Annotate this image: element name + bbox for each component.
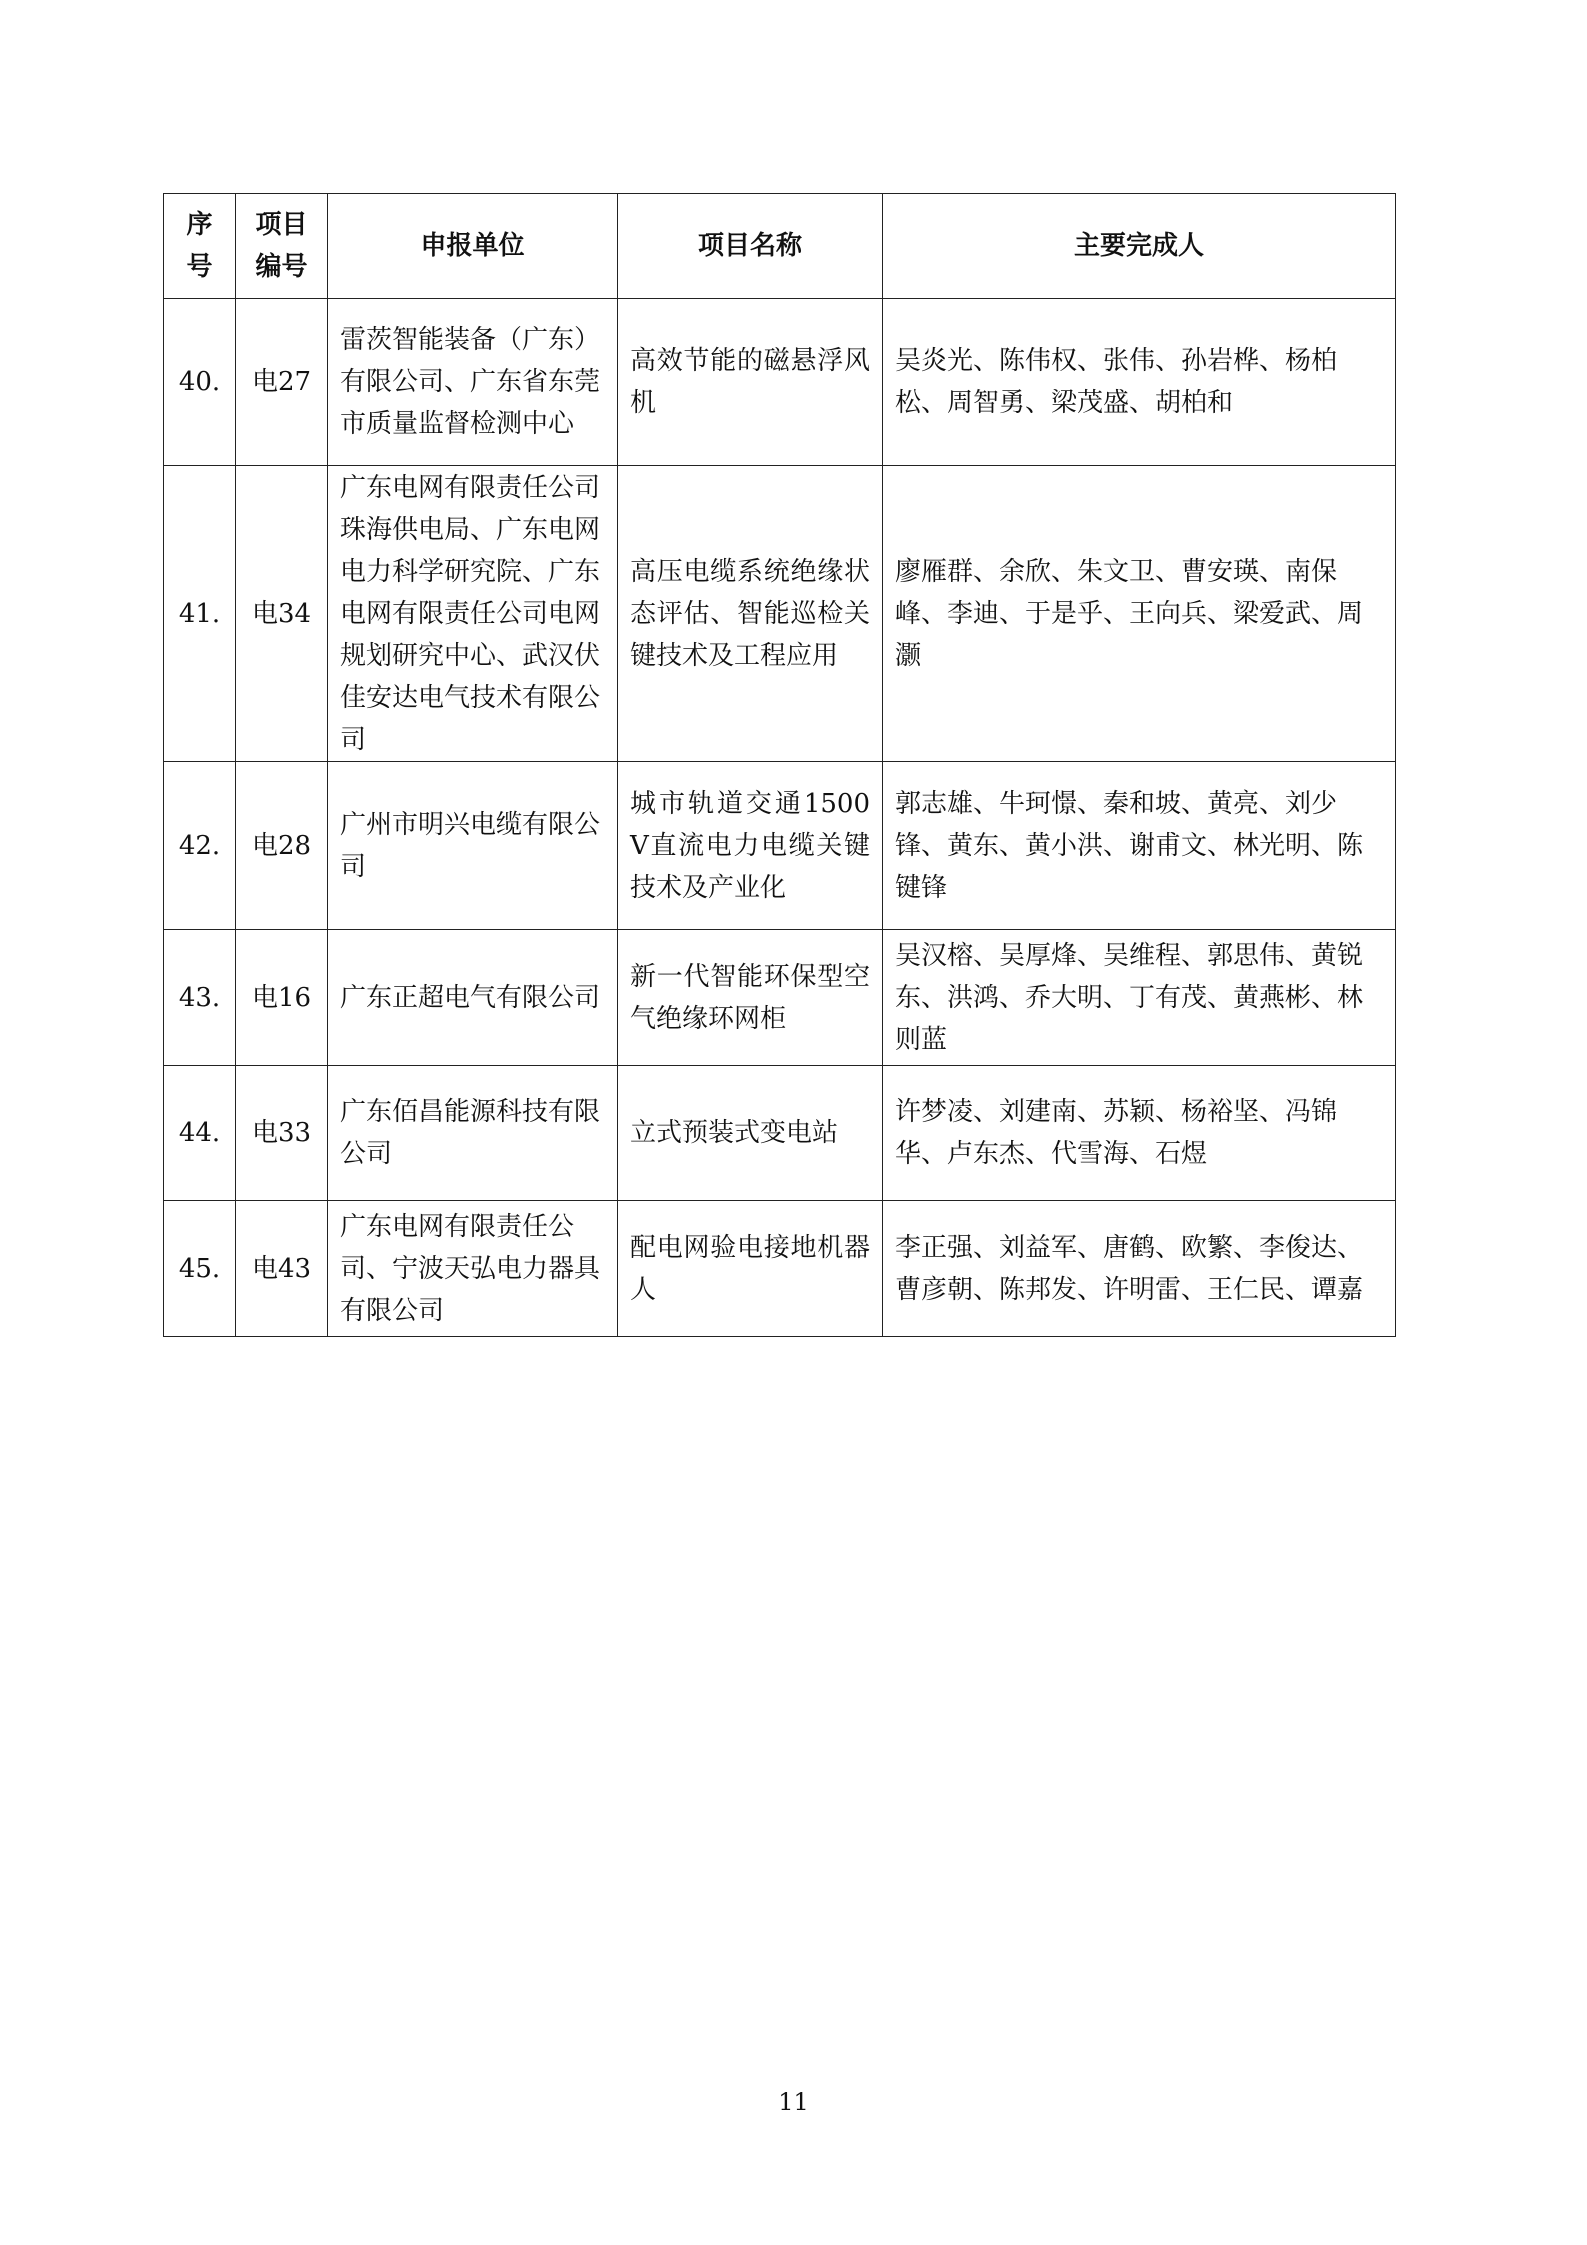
header-seq: 序号 [164, 194, 236, 299]
row-people: 许梦凌、刘建南、苏颖、杨裕坚、冯锦华、卢东杰、代雪海、石煜 [883, 1066, 1396, 1201]
row-name: 高效节能的磁悬浮风机 [618, 299, 883, 466]
table-row [164, 466, 1396, 762]
table-row [164, 299, 1396, 466]
table-row [164, 1201, 1396, 1337]
row-unit: 广东电网有限责任公司珠海供电局、广东电网电力科学研究院、广东电网有限责任公司电网规划研究中心、武汉伏佳安达电气技术有限公司 [328, 466, 618, 762]
row-people: 吴炎光、陈伟权、张伟、孙岩桦、杨柏松、周智勇、梁茂盛、胡柏和 [883, 299, 1396, 466]
row-people: 廖雁群、余欣、朱文卫、曹安瑛、南保峰、李迪、于是乎、王向兵、梁爱武、周灏 [883, 466, 1396, 762]
row-seq: 44. [164, 1066, 236, 1201]
table-row [164, 762, 1396, 930]
header-code: 项目编号 [236, 194, 328, 299]
row-code: 电33 [236, 1066, 328, 1201]
award-table [163, 193, 1396, 1337]
header-people: 主要完成人 [883, 194, 1396, 299]
row-name: 城市轨道交通1500V直流电力电缆关键技术及产业化 [618, 762, 883, 930]
page-number: 11 [778, 2088, 809, 2116]
row-seq: 42. [164, 762, 236, 930]
row-people: 吴汉榕、吴厚烽、吴维程、郭思伟、黄锐东、洪鸿、乔大明、丁有茂、黄燕彬、林则蓝 [883, 930, 1396, 1066]
row-people: 郭志雄、牛珂憬、秦和坡、黄亮、刘少锋、黄东、黄小洪、谢甫文、林光明、陈键锋 [883, 762, 1396, 930]
row-seq: 40. [164, 299, 236, 466]
header-name: 项目名称 [618, 194, 883, 299]
row-name: 立式预装式变电站 [618, 1066, 883, 1201]
row-unit: 雷茨智能装备（广东）有限公司、广东省东莞市质量监督检测中心 [328, 299, 618, 466]
row-unit: 广州市明兴电缆有限公司 [328, 762, 618, 930]
header-unit: 申报单位 [328, 194, 618, 299]
row-unit: 广东佰昌能源科技有限公司 [328, 1066, 618, 1201]
row-unit: 广东正超电气有限公司 [328, 930, 618, 1066]
row-code: 电27 [236, 299, 328, 466]
row-name: 配电网验电接地机器人 [618, 1201, 883, 1337]
row-seq: 45. [164, 1201, 236, 1337]
row-seq: 43. [164, 930, 236, 1066]
table-header-row [164, 194, 1396, 299]
row-name: 新一代智能环保型空气绝缘环网柜 [618, 930, 883, 1066]
table-row [164, 930, 1396, 1066]
row-name: 高压电缆系统绝缘状态评估、智能巡检关键技术及工程应用 [618, 466, 883, 762]
row-unit: 广东电网有限责任公司、宁波天弘电力器具有限公司 [328, 1201, 618, 1337]
row-code: 电28 [236, 762, 328, 930]
row-code: 电43 [236, 1201, 328, 1337]
row-seq: 41. [164, 466, 236, 762]
row-people: 李正强、刘益军、唐鹤、欧繁、李俊达、曹彦朝、陈邦发、许明雷、王仁民、谭嘉 [883, 1201, 1396, 1337]
row-code: 电34 [236, 466, 328, 762]
table-row [164, 1066, 1396, 1201]
row-code: 电16 [236, 930, 328, 1066]
